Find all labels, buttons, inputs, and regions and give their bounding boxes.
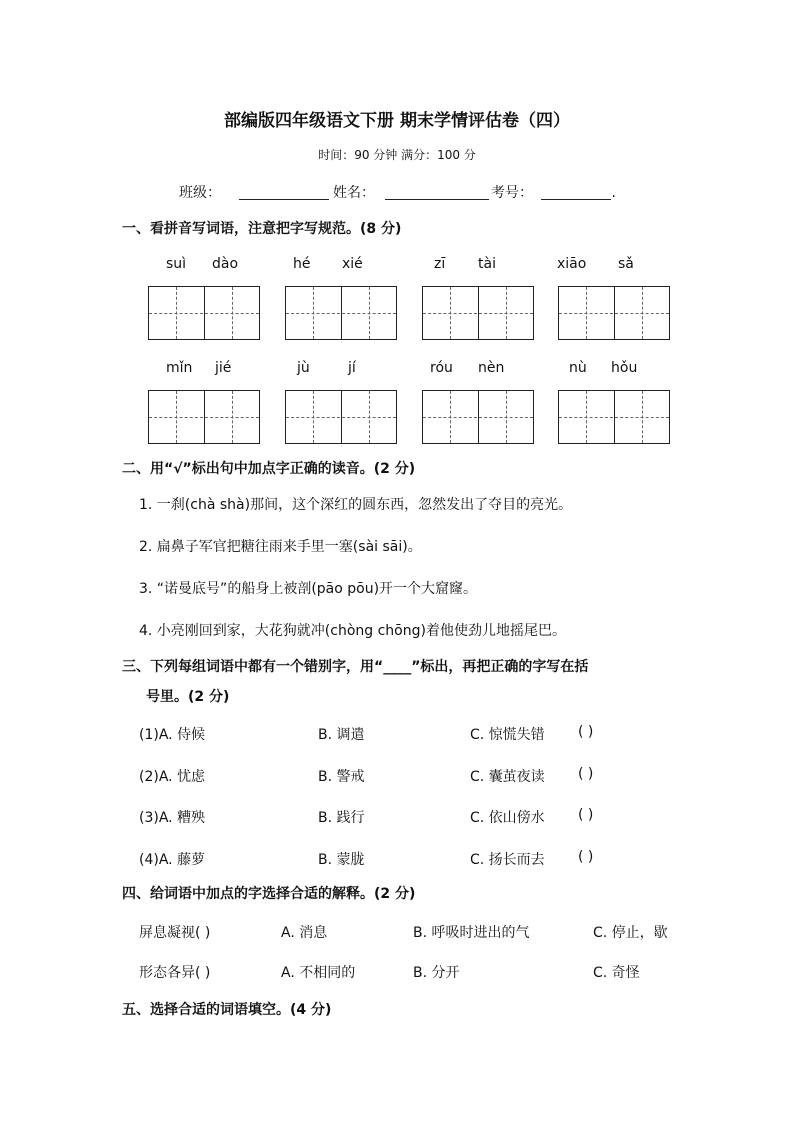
question-item: 3. “诺曼底号”的船身上被剖(pāo pōu)开一个大窟窿。 xyxy=(139,581,478,597)
option-b: B. 警戒 xyxy=(318,769,365,785)
name-label: 姓名： xyxy=(333,185,375,201)
option-a: (2)A. 忧虑 xyxy=(139,769,206,785)
pinyin: sǎ xyxy=(618,256,634,272)
writing-grid[interactable] xyxy=(148,286,260,340)
pinyin: jù xyxy=(297,360,310,376)
choice-b: B. 分开 xyxy=(413,965,460,981)
writing-grid[interactable] xyxy=(148,390,260,444)
option-a: (3)A. 糟殃 xyxy=(139,810,206,826)
option-c: C. 囊茧夜读 xyxy=(470,769,545,785)
word-with-blank[interactable]: 屏息凝视( ) xyxy=(139,925,211,941)
answer-paren[interactable]: ( ) xyxy=(578,849,594,865)
option-b: B. 调遣 xyxy=(318,727,365,743)
pinyin: nèn xyxy=(478,360,505,376)
exam-no-field xyxy=(491,182,616,202)
writing-grid[interactable] xyxy=(558,286,670,340)
class-blank[interactable] xyxy=(239,185,329,200)
writing-grid[interactable] xyxy=(558,390,670,444)
section-3-heading-cont: 号里。(2 分) xyxy=(146,689,230,705)
page-title: 部编版四年级语文下册 期末学情评估卷（四） xyxy=(224,111,570,131)
end-mark: . xyxy=(611,185,616,201)
word-with-blank[interactable]: 形态各异( ) xyxy=(139,965,211,981)
writing-grid[interactable] xyxy=(422,286,534,340)
option-b: B. 践行 xyxy=(318,810,365,826)
pinyin: hé xyxy=(293,256,311,272)
option-c: C. 依山傍水 xyxy=(470,810,545,826)
answer-paren[interactable]: ( ) xyxy=(578,807,594,823)
choice-c: C. 停止，歇 xyxy=(593,925,668,941)
section-4-heading: 四、给词语中加点的字选择合适的解释。(2 分) xyxy=(122,886,416,902)
exam-meta: 时间：90 分钟 满分：100 分 xyxy=(318,148,476,162)
answer-paren[interactable]: ( ) xyxy=(578,766,594,782)
pinyin: dào xyxy=(212,256,239,272)
section-5-heading: 五、选择合适的词语填空。(4 分) xyxy=(122,1002,332,1018)
pinyin: tài xyxy=(478,256,496,272)
option-c: C. 惊慌失错 xyxy=(470,727,545,743)
choice-b: B. 呼吸时进出的气 xyxy=(413,925,530,941)
name-field xyxy=(333,182,489,202)
class-label: 班级： xyxy=(179,185,221,201)
writing-grid[interactable] xyxy=(422,390,534,444)
section-1-heading: 一、看拼音写词语，注意把字写规范。(8 分) xyxy=(122,221,402,237)
pinyin: jí xyxy=(348,360,356,376)
option-a: (4)A. 藤萝 xyxy=(139,852,206,868)
answer-paren[interactable]: ( ) xyxy=(578,724,594,740)
section-2-heading: 二、用“√”标出句中加点字正确的读音。(2 分) xyxy=(122,461,416,477)
section-3-heading: 三、下列每组词语中都有一个错别字，用“____”标出，再把正确的字写在括 xyxy=(122,659,589,675)
pinyin: mǐn xyxy=(166,360,193,376)
class-field xyxy=(179,182,329,202)
question-item: 4. 小亮刚回到家，大花狗就冲(chòng chōng)着他使劲儿地摇尾巴。 xyxy=(139,623,566,639)
option-b: B. 蒙胧 xyxy=(318,852,365,868)
exam-no-blank[interactable] xyxy=(541,185,611,200)
exam-no-label: 考号： xyxy=(491,185,533,201)
name-blank[interactable] xyxy=(385,185,489,200)
option-a: (1)A. 侍候 xyxy=(139,727,206,743)
pinyin: zī xyxy=(434,256,446,272)
pinyin: suì xyxy=(166,256,187,272)
option-c: C. 扬长而去 xyxy=(470,852,545,868)
writing-grid[interactable] xyxy=(285,286,397,340)
pinyin: hǒu xyxy=(611,360,638,376)
pinyin: róu xyxy=(430,360,453,376)
choice-a: A. 消息 xyxy=(281,925,328,941)
question-item: 1. 一刹(chà shà)那间，这个深红的圆东西，忽然发出了夺目的亮光。 xyxy=(139,497,573,513)
pinyin: xiāo xyxy=(557,256,587,272)
choice-c: C. 奇怪 xyxy=(593,965,640,981)
choice-a: A. 不相同的 xyxy=(281,965,356,981)
pinyin: nù xyxy=(569,360,587,376)
writing-grid[interactable] xyxy=(285,390,397,444)
question-item: 2. 扁鼻子军官把糖往雨来手里一塞(sài sāi)。 xyxy=(139,539,422,555)
pinyin: xié xyxy=(342,256,363,272)
pinyin: jié xyxy=(215,360,232,376)
